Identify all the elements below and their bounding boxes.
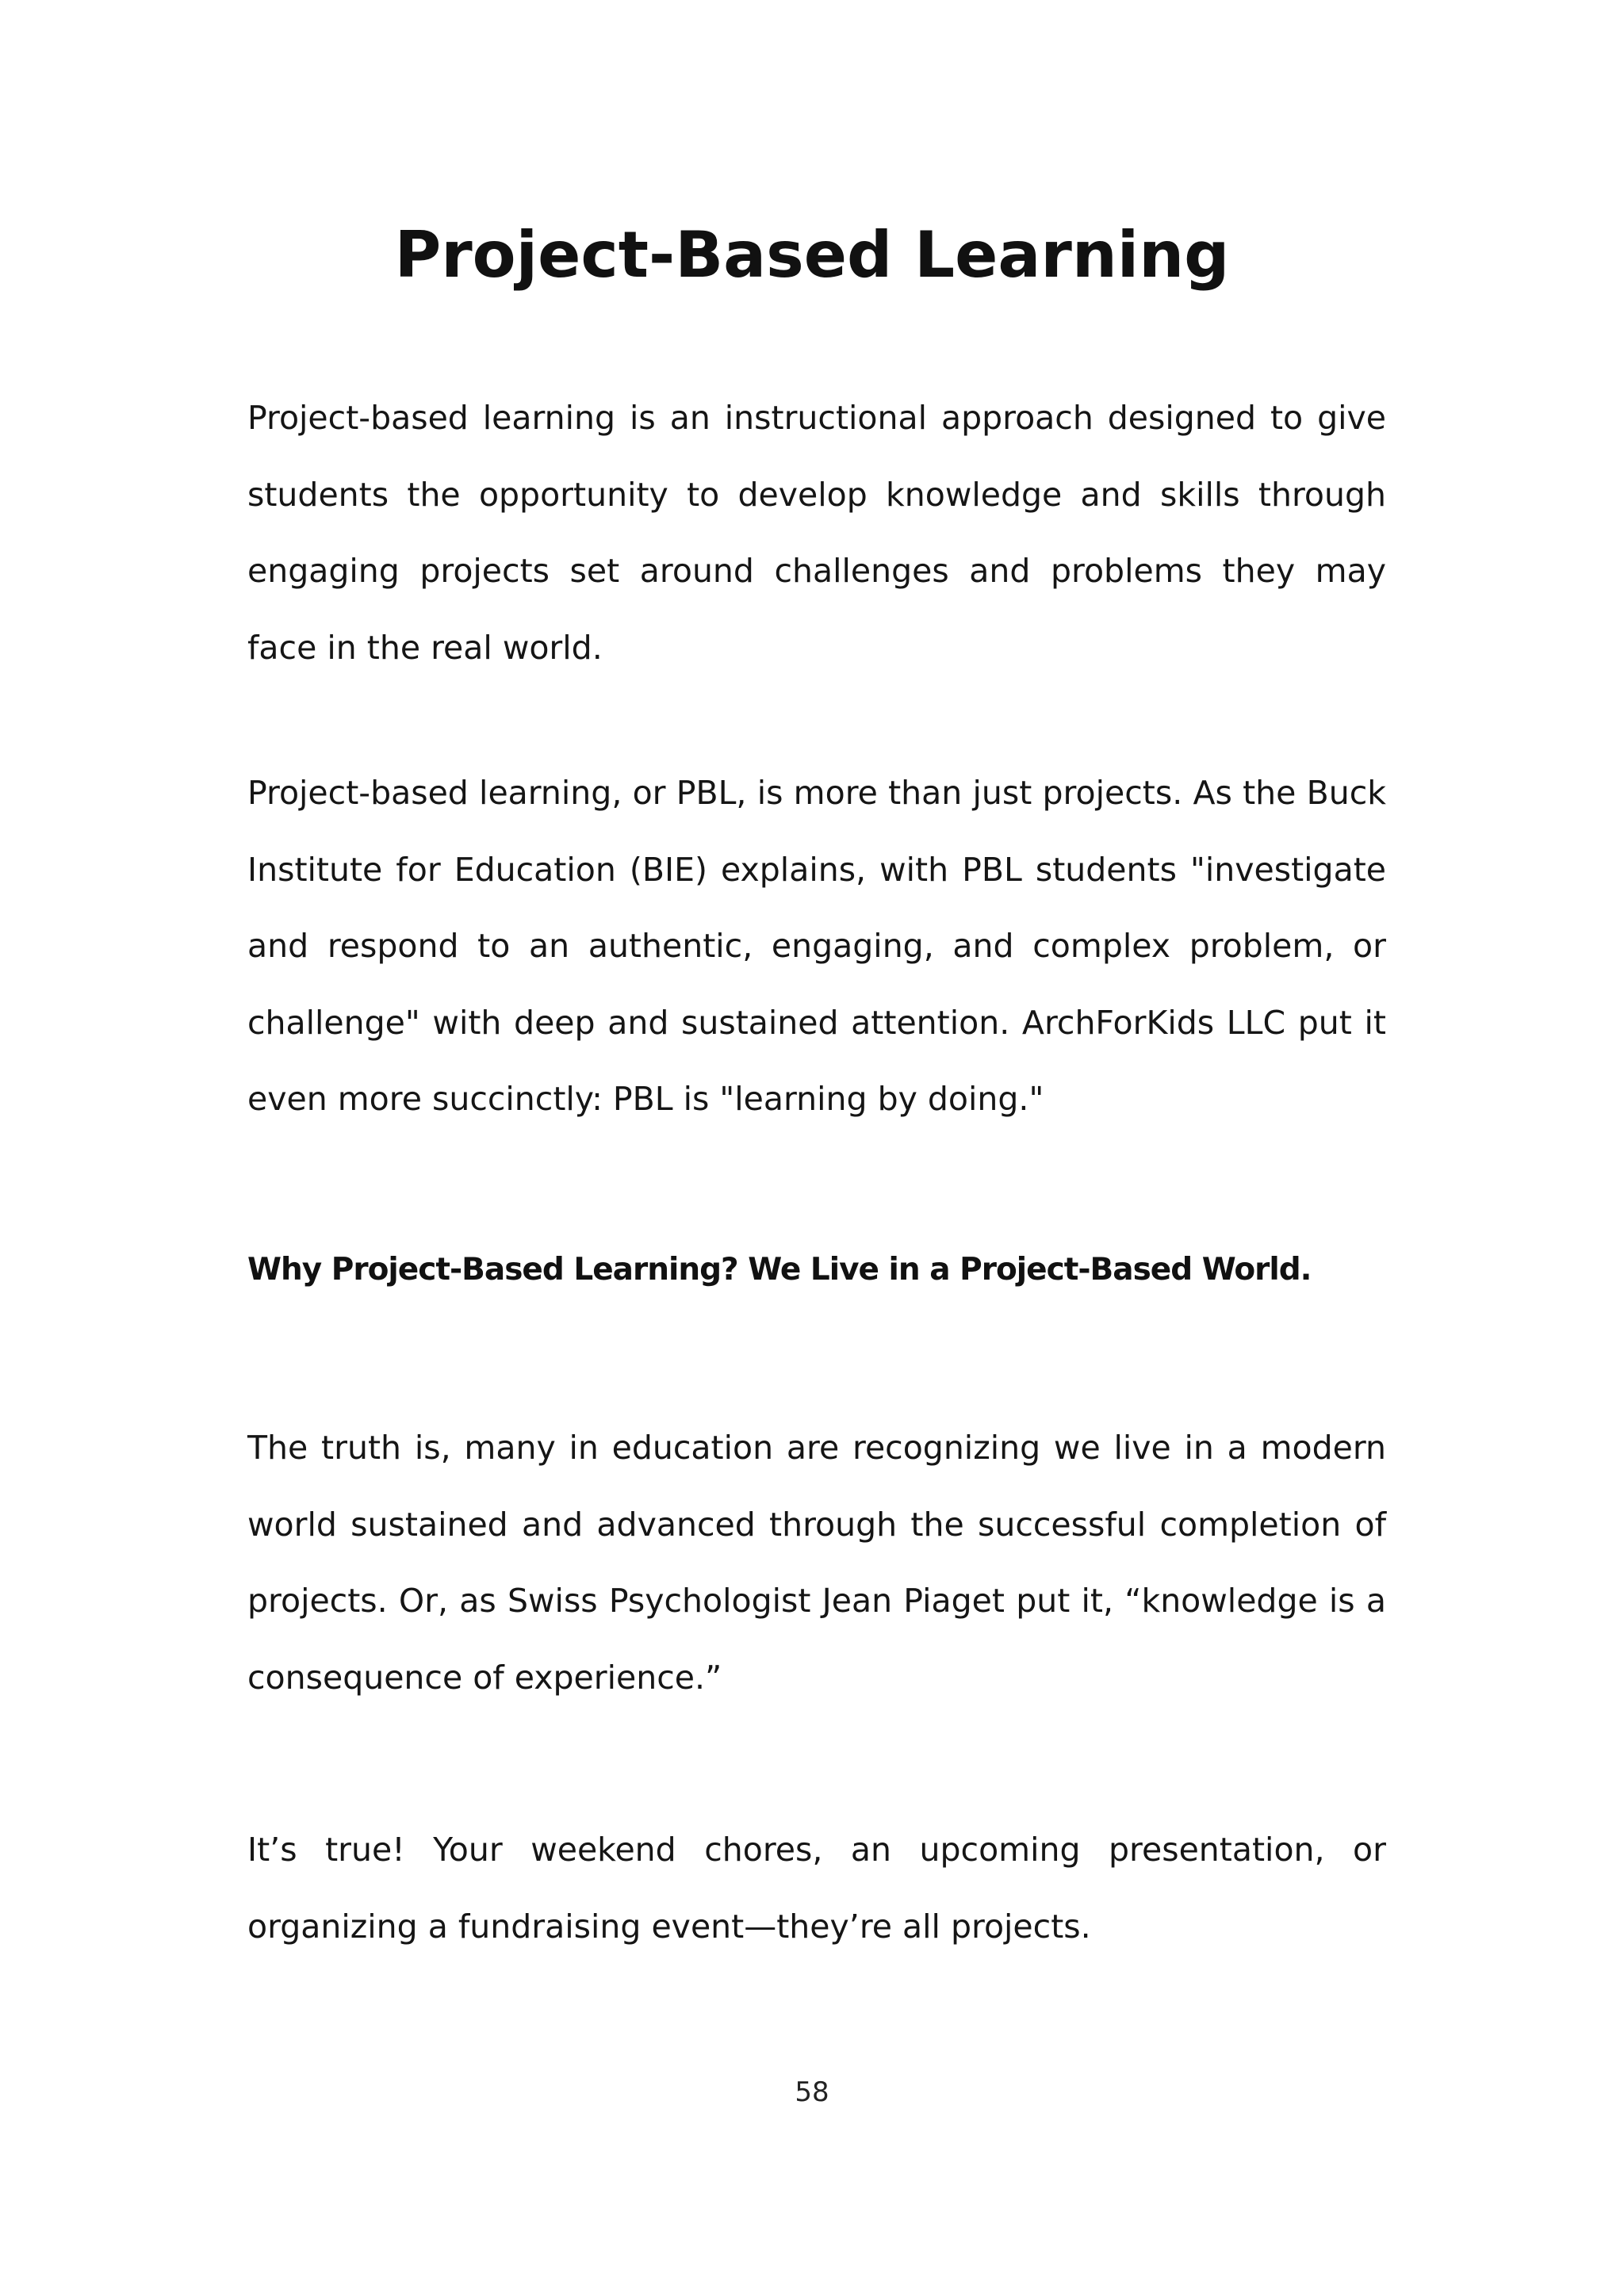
paragraph-intro: Project-based learning is an instructional approach designed to give students the opportunity to develop knowledge and skills through engaging projects set around challenges and problems they may face in the real world. xyxy=(247,399,1386,667)
paragraph-pbl-definition: Project-based learning, or PBL, is more than just projects. As the Buck Institute for Education (BIE) explains, with PBL students "investigate and respond to an authentic, engaging, and complex problem, or challenge" with deep and sustained attention. ArchForKids LLC put it even more succinctly: PBL is "learning by doing." xyxy=(247,774,1386,1118)
section-heading: Why Project-Based Learning? We Live in a Project-Based World. xyxy=(247,1252,1312,1288)
paragraph-examples: It’s true! Your weekend chores, an upcoming presentation, or organizing a fundraising event—they’re all projects. xyxy=(247,1831,1386,1946)
page-number: 58 xyxy=(795,2076,829,2108)
paragraph-project-based-world: The truth is, many in education are recognizing we live in a modern world sustained and advanced through the successful completion of projects. Or, as Swiss Psychologist Jean Piaget put it, “knowledge is a consequence of experience.” xyxy=(247,1429,1386,1697)
page-title: Project-Based Learning xyxy=(394,218,1230,292)
